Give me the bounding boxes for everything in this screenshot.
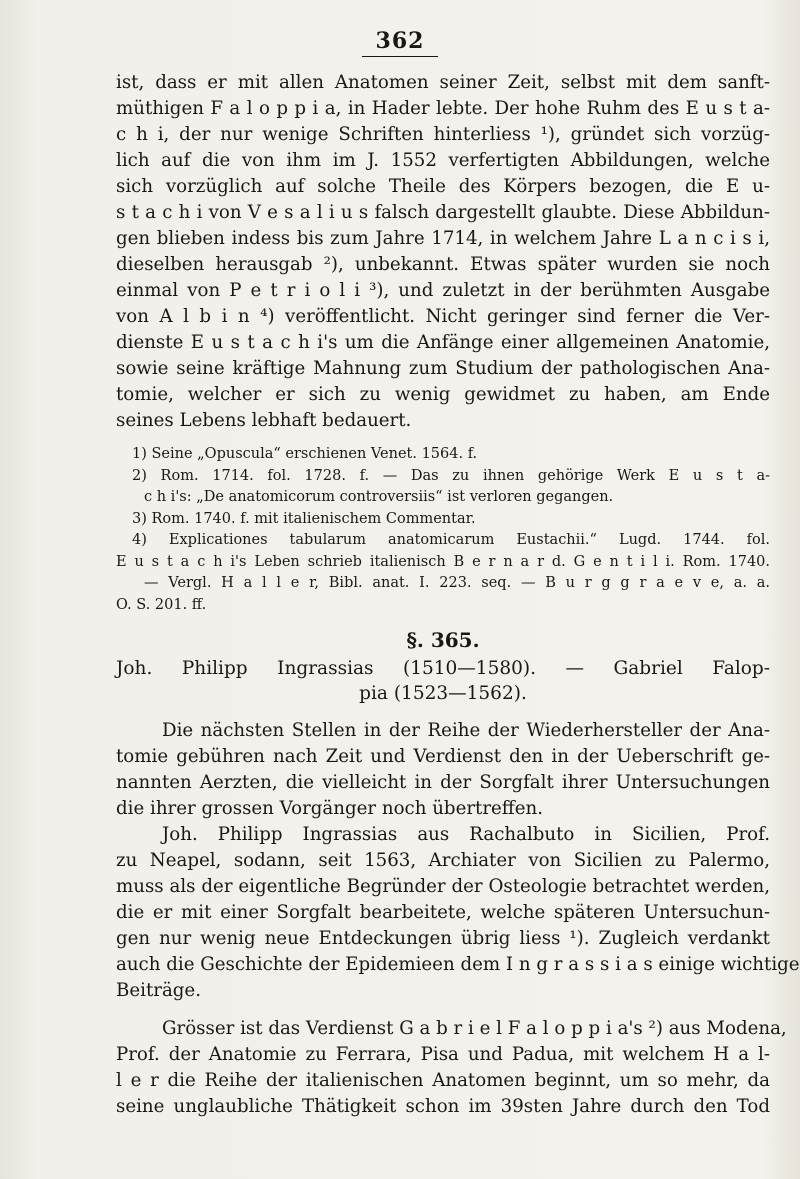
text-line: nannten Aerzten, die vielleicht in der Sorgfalt ihrer Untersuchungen — [116, 772, 770, 793]
text-line: c h i, der nur wenige Schriften hinterliess ¹), gründet sich vorzüg- — [116, 124, 770, 145]
intro-paragraph — [116, 70, 770, 434]
text-line: l e r die Reihe der italienischen Anatomen beginnt, um so mehr, da — [116, 1070, 770, 1091]
text-line: auch die Geschichte der Epidemieen dem I n g r a s s i a s einige wichtige — [116, 954, 800, 975]
paragraph — [116, 1016, 787, 1120]
section-number: §. 365. — [406, 628, 480, 652]
text-line: tomie, welcher er sich zu wenig gewidmet zu haben, am Ende — [116, 384, 770, 405]
footnote-line: — Vergl. H a l l e r, Bibl. anat. I. 223. seq. — B u r g g r a e v e, a. a. — [144, 575, 770, 591]
text-line: müthigen F a l o p p i a, in Hader lebte. Der hohe Ruhm des E u s t a- — [116, 98, 770, 119]
paragraph — [116, 718, 770, 822]
footnote-line: 2) Rom. 1714. fol. 1728. f. — Das zu ihnen gehörige Werk E u s t a- — [132, 467, 770, 484]
text-line: s t a c h i von V e s a l i u s falsch dargestellt glaubte. Diese Abbildun- — [116, 202, 770, 223]
text-line: Prof. der Anatomie zu Ferrara, Pisa und Padua, mit welchem H a l- — [116, 1044, 770, 1065]
footnote-line: 3) Rom. 1740. f. mit italienischem Commentar. — [132, 510, 476, 527]
text-line: sich vorzüglich auf solche Theile des Körpers bezogen, die E u- — [116, 176, 770, 197]
text-line: Die nächsten Stellen in der Reihe der Wiederhersteller der Ana- — [162, 720, 770, 741]
text-line: die ihrer grossen Vorgänger noch übertreffen. — [116, 798, 543, 819]
footnote-line: 1) Seine „Opuscula“ erschienen Venet. 1564. f. — [132, 446, 478, 462]
text-line: Grösser ist das Verdienst G a b r i e l F a l o p p i a's ²) aus Modena, — [162, 1018, 787, 1039]
text-line: zu Neapel, sodann, seit 1563, Archiater von Sicilien zu Palermo, — [116, 850, 770, 871]
text-line: seine unglaubliche Thätigkeit schon im 39sten Jahre durch den Tod — [116, 1096, 770, 1117]
footnote-line: 4) Explicationes tabularum anatomicarum Eustachii.“ Lugd. 1744. fol. — [132, 532, 770, 548]
text-line: muss als der eigentliche Begründer der Osteologie betrachtet werden, — [116, 876, 770, 897]
text-line: lich auf die von ihm im J. 1552 verfertigten Abbildungen, welche — [116, 150, 770, 171]
paragraph — [116, 822, 800, 1004]
section-title-line: Joh. Philipp Ingrassias (1510—1580). — Gabriel Falop- — [116, 658, 770, 679]
text-line: dienste E u s t a c h i's um die Anfänge einer allgemeinen Anatomie, — [116, 332, 770, 353]
text-line: Joh. Philipp Ingrassias aus Rachalbuto in Sicilien, Prof. — [162, 824, 770, 845]
text-line: seines Lebens lebhaft bedauert. — [116, 410, 412, 431]
page-header — [0, 28, 800, 57]
footnote-line: c h i's: „De anatomicorum controversiis“ ist verloren gegangen. — [144, 489, 614, 505]
page-number: 362 — [362, 28, 439, 57]
text-line: gen blieben indess bis zum Jahre 1714, in welchem Jahre L a n c i s i, — [116, 228, 770, 249]
text-line: ist, dass er mit allen Anatomen seiner Zeit, selbst mit dem sanft- — [116, 72, 770, 93]
section-title-line: pia (1523—1562). — [359, 683, 527, 704]
text-line: gen nur wenig neue Entdeckungen übrig liess ¹). Zugleich verdankt — [116, 928, 770, 949]
text-line: die er mit einer Sorgfalt bearbeitete, welche späteren Untersuchun- — [116, 902, 770, 923]
text-line: dieselben herausgab ²), unbekannt. Etwas später wurden sie noch — [116, 254, 770, 275]
text-line: einmal von P e t r i o l i ³), und zuletzt in der berühmten Ausgabe — [116, 280, 770, 301]
text-line: von A l b i n ⁴) veröffentlicht. Nicht geringer sind ferner die Ver- — [116, 306, 770, 327]
text-line: Beiträge. — [116, 980, 201, 1001]
footnotes — [116, 444, 770, 616]
text-line: sowie seine kräftige Mahnung zum Studium der pathologischen Ana- — [116, 358, 770, 379]
footnote-line: O. S. 201. ff. — [116, 596, 207, 613]
footnote-line: E u s t a c h i's Leben schrieb italienisch B e r n a r d. G e n t i l i. Rom. 1740. — [116, 553, 770, 570]
section-title — [116, 656, 770, 706]
text-line: tomie gebühren nach Zeit und Verdienst den in der Ueberschrift ge- — [116, 746, 770, 767]
page-content — [116, 70, 800, 1120]
